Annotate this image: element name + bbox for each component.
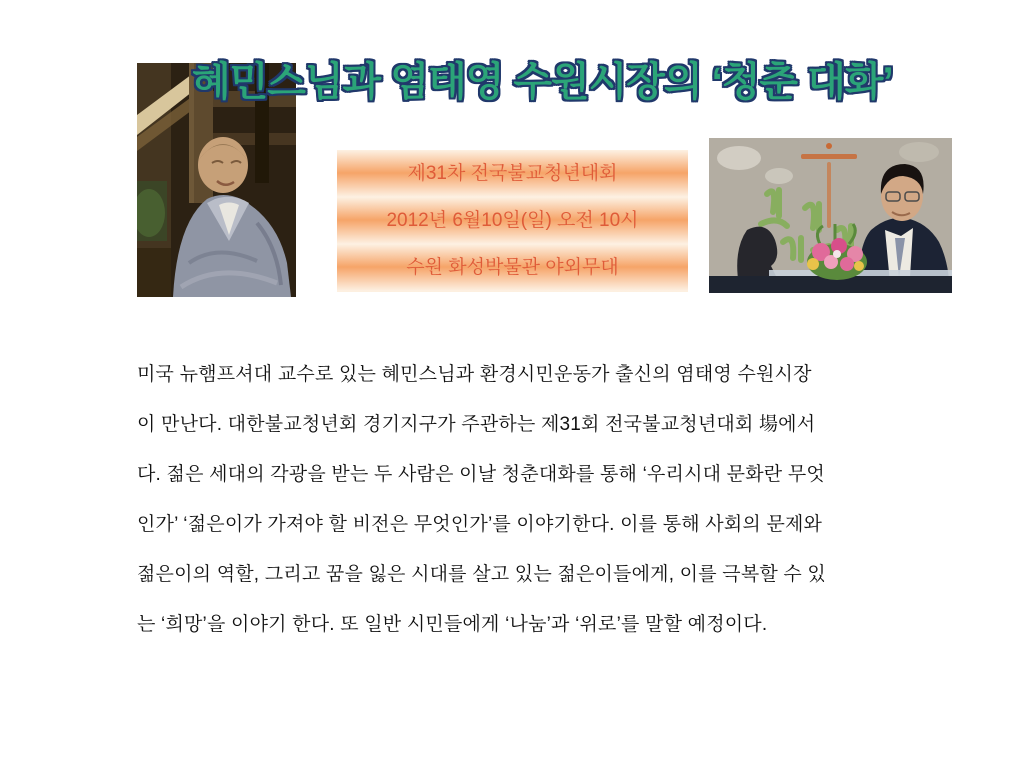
body-line: 젊은이의 역할, 그리고 꿈을 잃은 시대를 살고 있는 젊은이들에게, 이를 극복할 수 있 xyxy=(137,564,826,585)
page-title: 혜민스님과 염태영 수원시장의 ‘청춘 대화’ xyxy=(192,60,893,104)
body-line: 다. 젊은 세대의 각광을 받는 두 사람은 이날 청춘대화를 통해 ‘우리시대 문화란 무엇 xyxy=(137,464,825,485)
body-line: 는 ‘희망’을 이야기 한다. 또 일반 시민들에게 ‘나눔’과 ‘위로’를 말할 예정이다. xyxy=(137,614,768,635)
mayor-portrait-illustration xyxy=(709,138,952,293)
event-info-box xyxy=(337,150,688,292)
article-body xyxy=(137,350,897,650)
event-datetime: 2012년 6월10일(일) 오전 10시 xyxy=(386,209,639,231)
mayor-portrait-photo xyxy=(709,138,952,293)
body-line: 미국 뉴햄프셔대 교수로 있는 혜민스님과 환경시민운동가 출신의 염태영 수원시장 xyxy=(137,364,812,385)
event-name: 제31차 전국불교청년대회 xyxy=(407,162,618,184)
event-venue: 수원 화성박물관 야외무대 xyxy=(406,257,619,279)
body-line: 이 만난다. 대한불교청년회 경기지구가 주관하는 제31회 전국불교청년대회 場에서 xyxy=(137,414,816,435)
body-line: 인가’ ‘젊은이가 가져야 할 비전은 무엇인가’를 이야기한다. 이를 통해 사회의 문제와 xyxy=(137,514,823,535)
